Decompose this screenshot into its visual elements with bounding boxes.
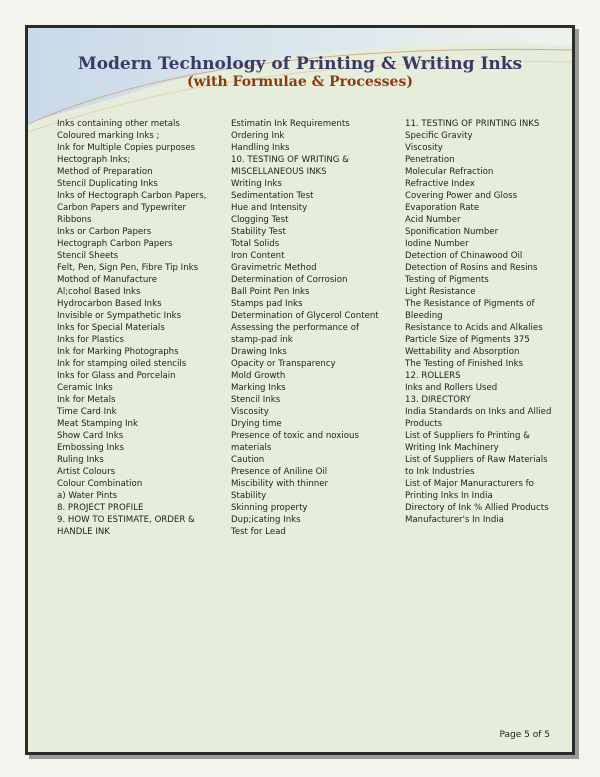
contents-list-item: Inks containing other metals: [57, 119, 180, 129]
contents-list-item: Meat Stamping Ink: [57, 419, 138, 429]
contents-list-item: Evaporation Rate: [405, 203, 480, 213]
contents-list-item: Manufacturer's In India: [405, 515, 504, 525]
contents-list-item: Inks and Rollers Used: [405, 383, 498, 393]
contents-list-item: Directory of Ink % Allied Products: [405, 503, 549, 513]
contents-list-item: Ink for stamping oiled stencils: [57, 359, 187, 369]
page-frame: [25, 25, 575, 755]
contents-list-item: Stencil Inks: [231, 395, 281, 405]
contents-list-item: Estimatin Ink Requirements: [231, 119, 350, 129]
contents-list-item: Penetration: [405, 155, 455, 165]
contents-list-item: Ordering Ink: [231, 131, 285, 141]
contents-list-item: Detection of Chinawood Oil: [405, 251, 523, 261]
contents-list-item: Hydrocarbon Based Inks: [57, 299, 162, 309]
contents-list-item: Inks for Glass and Porcelain: [57, 371, 176, 381]
document-title: Modern Technology of Printing & Writing Inks: [77, 54, 523, 74]
contents-list-item: Inks for Special Materials: [57, 323, 165, 333]
contents-list-item: Viscosity: [231, 407, 269, 417]
contents-list-item: Products: [405, 419, 443, 429]
contents-list-item: Skinning property: [231, 503, 308, 513]
contents-list-item: Particle Size of Pigments 375: [405, 335, 530, 345]
contents-list-item: Test for Lead: [231, 527, 286, 537]
contents-list-item: Embossing Inks: [57, 443, 124, 453]
contents-list-item: Method of Preparation: [57, 167, 153, 177]
page-number: Page 5 of 5: [499, 730, 550, 740]
contents-column-1: [57, 118, 227, 538]
contents-list-item: 13. DIRECTORY: [405, 395, 471, 405]
contents-list-item: Testing of Pigments: [405, 275, 489, 285]
contents-list-item: Stability: [231, 491, 267, 501]
contents-list-item: Printing Inks In India: [405, 491, 493, 501]
contents-list-item: Caution: [231, 455, 265, 465]
contents-list-item: Acid Number: [405, 215, 461, 225]
contents-list-item: a) Water Pints: [57, 491, 118, 501]
contents-list-item: Gravimetric Method: [231, 263, 317, 273]
contents-list-item: Ceramic Inks: [57, 383, 113, 393]
contents-list-item: The Resistance of Pigments of: [405, 299, 535, 309]
contents-list-item: Stencil Duplicating Inks: [57, 179, 158, 189]
contents-list-item: Presence of Aniline Oil: [231, 467, 328, 477]
contents-list-item: Ball Point Pen Inks: [231, 287, 310, 297]
contents-list-item: Bleeding: [405, 311, 443, 321]
document-subtitle: (with Formulae & Processes): [187, 74, 413, 90]
contents-list-item: Sponification Number: [405, 227, 499, 237]
contents-list-item: Ribbons: [57, 215, 92, 225]
contents-list-item: Show Card Inks: [57, 431, 124, 441]
contents-list-item: List of Major Manuracturers fo: [405, 479, 534, 489]
contents-list-item: HANDLE INK: [57, 527, 110, 537]
contents-list-item: Carbon Papers and Typewriter: [57, 203, 187, 213]
contents-list-item: Viscosity: [405, 143, 443, 153]
contents-list-item: Total Solids: [231, 239, 280, 249]
contents-list-item: Miscibility with thinner: [231, 479, 329, 489]
contents-list-item: Stencil Sheets: [57, 251, 119, 261]
contents-list-item: Detection of Rosins and Resins: [405, 263, 538, 273]
contents-list-item: Determination of Glycerol Content: [231, 311, 379, 321]
contents-list-item: List of Suppliers of Raw Materials: [405, 455, 548, 465]
contents-list-item: to Ink Industries: [405, 467, 475, 477]
contents-list-item: Artist Colours: [57, 467, 116, 477]
contents-list-item: Clogging Test: [231, 215, 289, 225]
contents-list-item: Writing Inks: [231, 179, 282, 189]
contents-list-item: Covering Power and Gloss: [405, 191, 518, 201]
contents-list-item: Opacity or Transparency: [231, 359, 336, 369]
contents-list-item: 12. ROLLERS: [405, 371, 461, 381]
contents-list-item: Presence of toxic and noxious: [231, 431, 359, 441]
contents-list-item: Handling Inks: [231, 143, 290, 153]
contents-list-item: Drawing Inks: [231, 347, 287, 357]
contents-list-item: Determination of Corrosion: [231, 275, 348, 285]
contents-list-item: The Testing of Finished Inks: [405, 359, 524, 369]
contents-list-item: Ink for Marking Photographs: [57, 347, 179, 357]
contents-list-item: Resistance to Acids and Alkalies: [405, 323, 543, 333]
contents-list-item: Felt, Pen, Sign Pen, Fibre Tip Inks: [57, 263, 199, 273]
contents-list-item: India Standards on Inks and Allied: [405, 407, 552, 417]
contents-list-item: Iron Content: [231, 251, 285, 261]
contents-list-item: 8. PROJECT PROFILE: [57, 503, 144, 513]
contents-list-item: Inks for Plastics: [57, 335, 124, 345]
contents-list-item: Hectograph Inks;: [57, 155, 131, 165]
contents-list-item: Dup;icating Inks: [231, 515, 301, 525]
contents-list-item: materials: [231, 443, 272, 453]
contents-list-item: Hectograph Carbon Papers: [57, 239, 173, 249]
contents-column-3: [405, 118, 575, 526]
contents-list-item: Molecular Refraction: [405, 167, 494, 177]
contents-list-item: 11. TESTING OF PRINTING INKS: [405, 119, 540, 129]
contents-list-item: 10. TESTING OF WRITING &: [231, 155, 349, 165]
contents-list-item: Ink for Multiple Copies purposes: [57, 143, 196, 153]
contents-list-item: Mold Growth: [231, 371, 286, 381]
contents-list-item: Ink for Metals: [57, 395, 116, 405]
contents-list-item: Stamps pad Inks: [231, 299, 303, 309]
contents-list-item: Wettability and Absorption: [405, 347, 520, 357]
contents-list-item: 9. HOW TO ESTIMATE, ORDER &: [57, 515, 195, 525]
contents-list-item: Mothod of Manufacture: [57, 275, 157, 285]
contents-list-item: Refractive Index: [405, 179, 475, 189]
contents-list-item: Inks of Hectograph Carbon Papers,: [57, 191, 207, 201]
contents-column-2: [231, 118, 401, 538]
contents-list-item: Sedimentation Test: [231, 191, 314, 201]
contents-list-item: Iodine Number: [405, 239, 469, 249]
contents-list-item: Marking Inks: [231, 383, 286, 393]
contents-list-item: stamp-pad ink: [231, 335, 293, 345]
contents-list-item: Hue and Intensity: [231, 203, 308, 213]
contents-list-item: Specific Gravity: [405, 131, 473, 141]
contents-list-item: Ruling Inks: [57, 455, 104, 465]
contents-list-item: Writing Ink Machinery: [405, 443, 499, 453]
contents-list-item: Stability Test: [231, 227, 286, 237]
contents-list-item: Time Card Ink: [57, 407, 117, 417]
contents-list-item: Assessing the performance of: [231, 323, 359, 333]
contents-list-item: MISCELLANEOUS INKS: [231, 167, 327, 177]
contents-list-item: Inks or Carbon Papers: [57, 227, 152, 237]
contents-list-item: Invisible or Sympathetic Inks: [57, 311, 182, 321]
contents-list-item: Colour Combination: [57, 479, 143, 489]
contents-list-item: Drying time: [231, 419, 282, 429]
contents-list-item: Coloured marking Inks ;: [57, 131, 160, 141]
contents-list-item: Light Resistance: [405, 287, 476, 297]
contents-list-item: Al;cohol Based Inks: [57, 287, 141, 297]
contents-list-item: List of Suppliers fo Printing &: [405, 431, 530, 441]
